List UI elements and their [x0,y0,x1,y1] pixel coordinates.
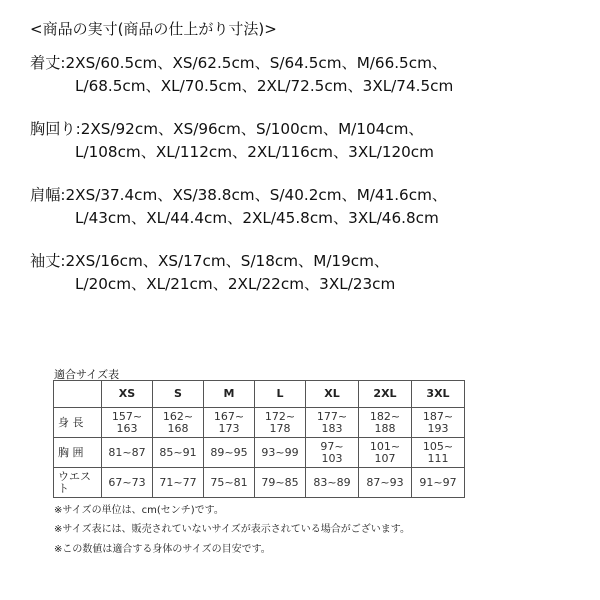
size-table-row-chest [54,438,465,468]
spec-shoulder [30,184,590,230]
size-table-header-corner [54,381,102,408]
size-table-header-3xl: 3XL [412,381,465,408]
table-cell: 81~87 [102,438,153,468]
spec-sleeve [30,250,590,296]
table-cell: 172~ 178 [255,408,306,438]
row-label-chest: 胸 囲 [54,438,102,468]
note-guideline: ※この数値は適合する身体のサイズの目安です。 [54,544,271,555]
note-unsold-sizes: ※サイズ表には、販売されていないサイズが表示されている場合がございます。 [54,524,410,535]
spec-length-line-1 [30,52,590,75]
spec-shoulder-line-1 [30,184,590,207]
spec-sleeve-line-1 [30,250,590,273]
size-table-header-s: S [153,381,204,408]
size-table-header-2xl: 2XL [359,381,412,408]
table-cell: 91~97 [412,468,465,498]
size-table-header-m: M [204,381,255,408]
spec-chest-line-2: L/108cm、XL/112cm、2XL/116cm、3XL/120cm [75,143,434,161]
row-label-height: 身 長 [54,408,102,438]
table-cell: 162~ 168 [153,408,204,438]
size-table-header-l: L [255,381,306,408]
row-label-waist: ウエスト [54,468,102,498]
table-cell: 67~73 [102,468,153,498]
spec-sleeve-values-1: 2XS/16cm、XS/17cm、S/18cm、M/19cm、 [65,252,390,270]
table-cell: 97~ 103 [306,438,359,468]
size-table-caption: 適合サイズ表 [54,368,120,381]
size-table-row-waist [54,468,465,498]
spec-length [30,52,590,98]
table-cell: 85~91 [153,438,204,468]
table-cell: 182~ 188 [359,408,412,438]
spec-length-label: 着丈: [30,54,66,72]
spec-sleeve-label: 袖丈: [30,252,66,270]
size-table [53,380,465,498]
spec-chest-label: 胸回り: [30,120,81,138]
table-cell: 177~ 183 [306,408,359,438]
table-cell: 157~ 163 [102,408,153,438]
table-cell: 101~ 107 [359,438,412,468]
spec-chest [30,118,590,164]
section-title: <商品の実寸(商品の仕上がり寸法)> [30,20,277,38]
spec-length-line-2: L/68.5cm、XL/70.5cm、2XL/72.5cm、3XL/74.5cm [75,77,454,95]
table-cell: 71~77 [153,468,204,498]
table-cell: 75~81 [204,468,255,498]
spec-shoulder-values-1: 2XS/37.4cm、XS/38.8cm、S/40.2cm、M/41.6cm、 [65,186,448,204]
table-cell: 167~ 173 [204,408,255,438]
size-table-header-row [54,381,465,408]
spec-sleeve-line-2: L/20cm、XL/21cm、2XL/22cm、3XL/23cm [75,275,396,293]
table-cell: 105~ 111 [412,438,465,468]
spec-shoulder-label: 肩幅: [30,186,66,204]
table-cell: 93~99 [255,438,306,468]
table-cell: 89~95 [204,438,255,468]
spec-chest-line-1 [30,118,590,141]
table-cell: 187~ 193 [412,408,465,438]
spec-chest-values-1: 2XS/92cm、XS/96cm、S/100cm、M/104cm、 [80,120,424,138]
spec-shoulder-line-2: L/43cm、XL/44.4cm、2XL/45.8cm、3XL/46.8cm [75,209,439,227]
size-table-row-height [54,408,465,438]
spec-length-values-1: 2XS/60.5cm、XS/62.5cm、S/64.5cm、M/66.5cm、 [65,54,448,72]
table-cell: 79~85 [255,468,306,498]
size-table-header-xs: XS [102,381,153,408]
size-table-header-xl: XL [306,381,359,408]
table-cell: 87~93 [359,468,412,498]
note-units: ※サイズの単位は、cm(センチ)です。 [54,505,224,516]
table-cell: 83~89 [306,468,359,498]
